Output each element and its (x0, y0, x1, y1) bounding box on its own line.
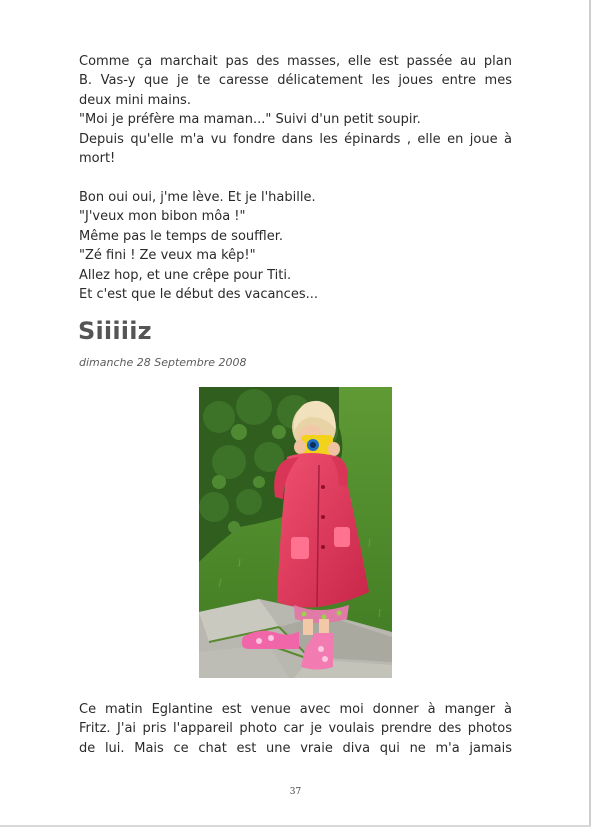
text-line: B. Vas-y que je te caresse délicatement les joues entre mes (79, 73, 512, 89)
text-line: "Moi je préfère ma maman..." Suivi d'un petit soupir. (79, 112, 421, 128)
text-line: Comme ça marchait pas des masses, elle est passée au plan (79, 54, 512, 69)
text-line: "J'veux mon bibon môa !" (79, 209, 246, 225)
text-line: Depuis qu'elle m'a vu fondre dans les épinards , elle en joue à (79, 131, 512, 147)
text-line: Fritz. J'ai pris l'appareil photo car je voulais prendre des photos (79, 721, 512, 737)
text-line: Et c'est que le début des vacances... (79, 287, 318, 303)
text-line: Bon oui oui, j'me lève. Et je l'habille. (79, 190, 316, 205)
post-title: Siiiiiz (78, 317, 152, 345)
text-line: "Zé fini ! Ze veux ma kêp!" (79, 248, 256, 264)
paragraph-1 (79, 52, 512, 168)
page-number: 37 (289, 787, 302, 797)
photo-child-icon (199, 387, 392, 678)
post-date: dimanche 28 Septembre 2008 (79, 356, 247, 369)
text-line: mort! (79, 151, 116, 167)
text-line: deux mini mains. (79, 92, 191, 108)
text-line: Ce matin Eglantine est venue avec moi donner à manger à (79, 702, 512, 717)
post-body (79, 700, 512, 758)
paragraph-2 (79, 188, 512, 304)
text-line: de lui. Mais ce chat est une vraie diva qui ne m'a jamais (79, 740, 512, 756)
text-line: Allez hop, et une crêpe pour Titi. (79, 267, 292, 283)
text-line: Même pas le temps de souffler. (79, 228, 283, 244)
